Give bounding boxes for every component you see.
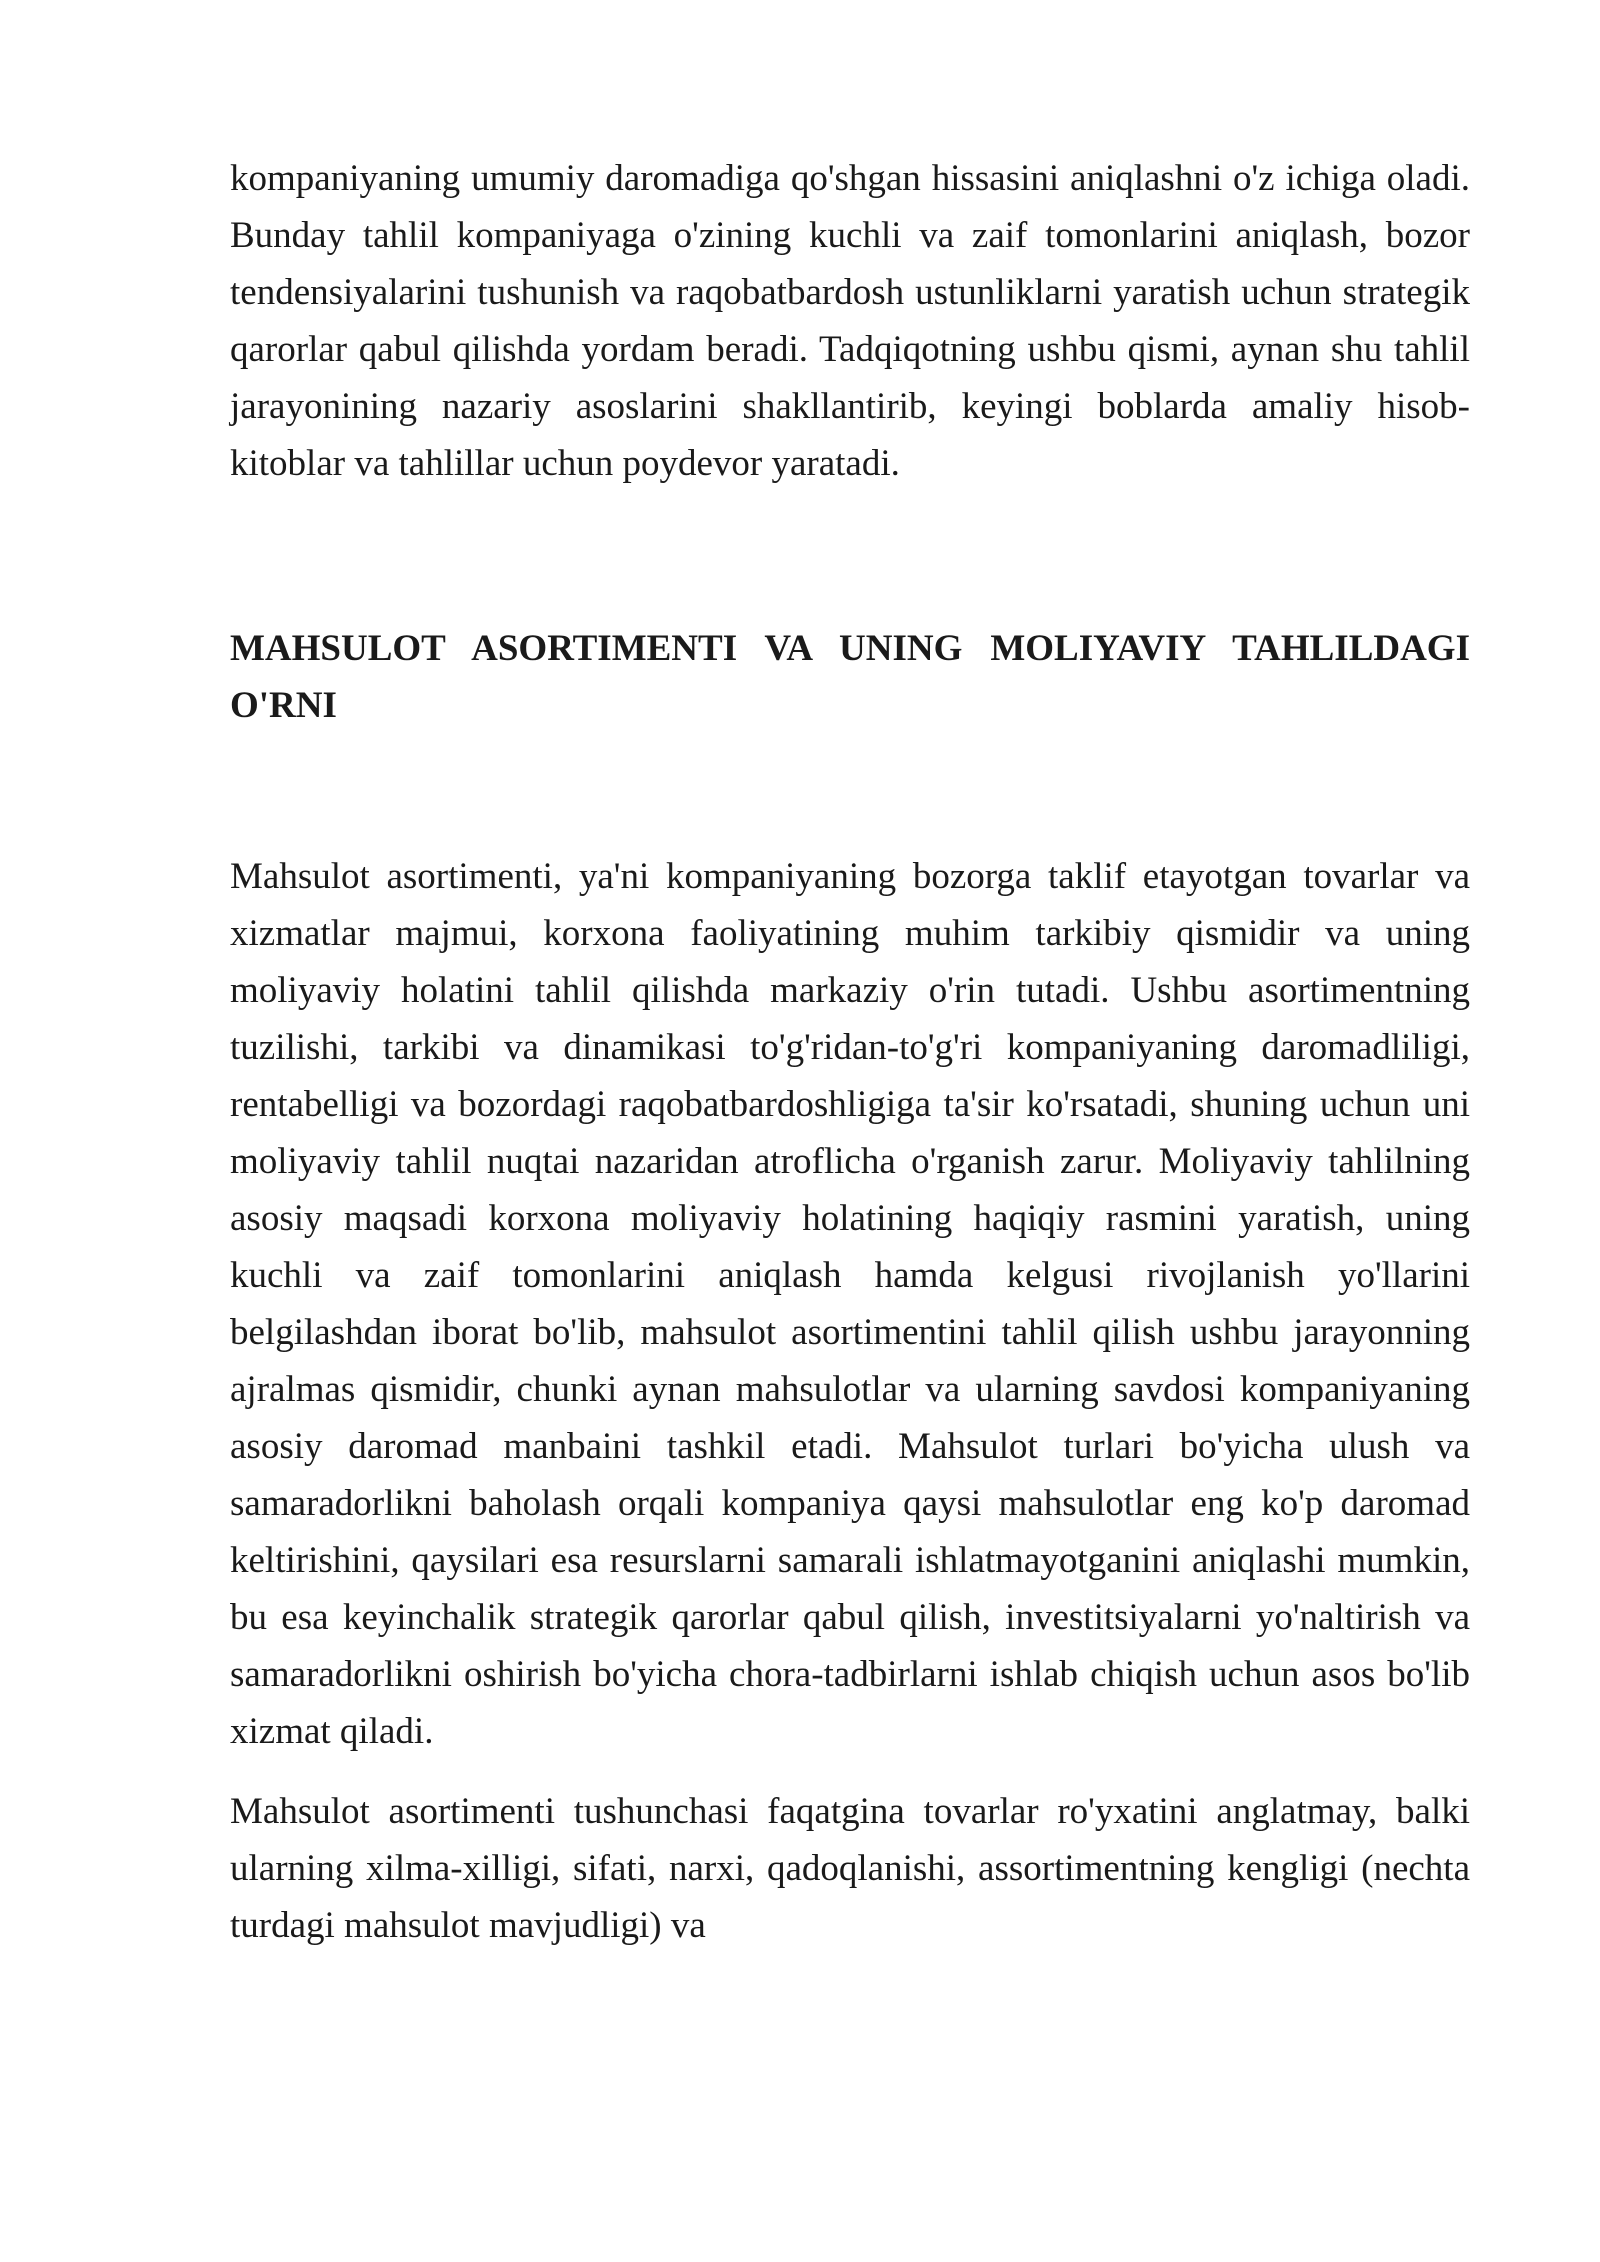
- body-paragraph-1: Mahsulot asortimenti, ya'ni kompaniyaning bozorga taklif etayotgan tovarlar va xizmatlar majmui, korxona faoliyatining muhim tarkibiy qismidir va uning moliyaviy holatini tahlil qilishda markaziy o'rin tutadi. Ushbu asortimentning tuzilishi, tarkibi va dinamikasi to'g'ridan-to'g'ri kompaniyaning daromadliligi, rentabelligi va bozordagi raqobatbardoshligiga ta'sir ko'rsatadi, shuning uchun uni moliyaviy tahlil nuqtai nazaridan atroflicha o'rganish zarur. Moliyaviy tahlilning asosiy maqsadi korxona moliyaviy holatining haqiqiy rasmini yaratish, uning kuchli va zaif tomonlarini aniqlash hamda kelgusi rivojlanish yo'llarini belgilashdan iborat bo'lib, mahsulot asortimentini tahlil qilish ushbu jarayonning ajralmas qismidir, chunki aynan mahsulotlar va ularning savdosi kompaniyaning asosiy daromad manbaini tashkil etadi. Mahsulot turlari bo'yicha ulush va samaradorlikni baholash orqali kompaniya qaysi mahsulotlar eng ko'p daromad keltirishini, qaysilari esa resurslarni samarali ishlatmayotganini aniqlashi mumkin, bu esa keyinchalik strategik qarorlar qabul qilish, investitsiyalarni yo'naltirish va samaradorlikni oshirish bo'yicha chora-tadbirlarni ishlab chiqish uchun asos bo'lib xizmat qiladi.: [230, 856, 1470, 1752]
- body-paragraph-2: Mahsulot asortimenti tushunchasi faqatgina tovarlar ro'yxatini anglatmay, balki ularning xilma-xilligi, sifati, narxi, qadoqlanishi, assortimentning kengligi (nechta turdagi mahsulot mavjudligi) va: [230, 1791, 1470, 1946]
- section-heading: MAHSULOT ASORTIMENTI VA UNING MOLIYAVIY TAHLILDAGI O'RNI: [230, 628, 1470, 726]
- intro-paragraph: kompaniyaning umumiy daromadiga qo'shgan hissasini aniqlashni o'z ichiga oladi. Bunday tahlil kompaniyaga o'zining kuchli va zaif tomonlarini aniqlash, bozor tendensiyalarini tushunish va raqobatbardosh ustunliklarni yaratish uchun strategik qarorlar qabul qilishda yordam beradi. Tadqiqotning ushbu qismi, aynan shu tahlil jarayonining nazariy asoslarini shakllantirib, keyingi boblarda amaliy hisob-kitoblar va tahlillar uchun poydevor yaratadi.: [230, 158, 1470, 484]
- document-page: [230, 150, 1470, 1954]
